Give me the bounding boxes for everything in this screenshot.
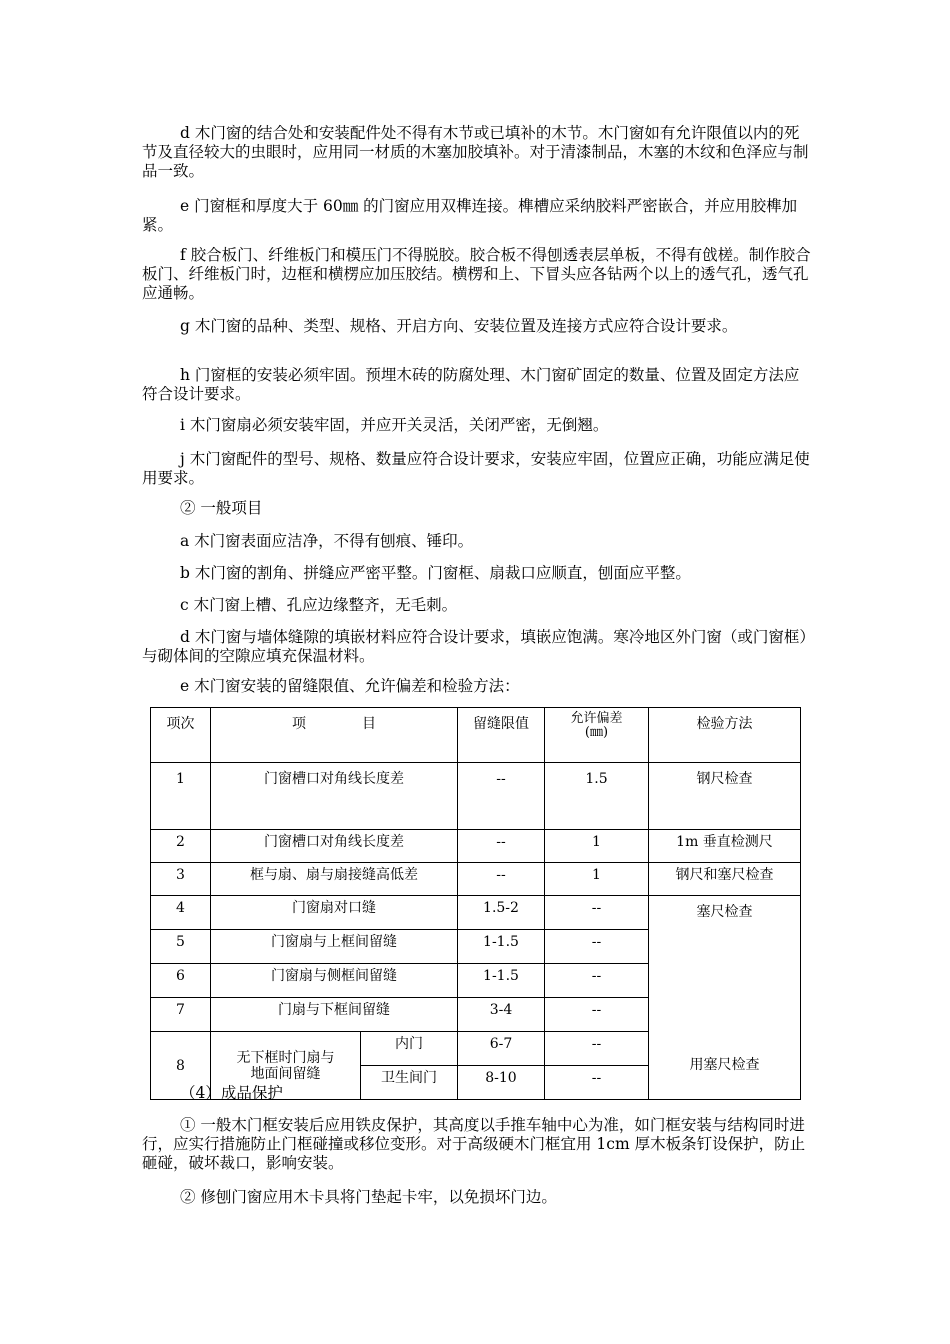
cell-no: 4 — [151, 896, 211, 930]
cell-gap: 8-10 — [458, 1066, 545, 1100]
cell-gap: 1-1.5 — [458, 964, 545, 998]
section-general-items: ② 一般项目 — [180, 499, 263, 517]
cell-deviation: -- — [545, 1066, 649, 1100]
section-finished-product-protection: （4）成品保护 — [180, 1084, 283, 1102]
table-row — [151, 763, 801, 830]
paragraph-protection-2: ② 修刨门窗应用木卡具将门垫起卡牢，以免损坏门边。 — [180, 1188, 557, 1206]
paragraph-a: a 木门窗表面应洁净，不得有刨痕、锤印。 — [180, 532, 474, 550]
cell-deviation: -- — [545, 930, 649, 964]
cell-method-feeler: 塞尺检查 — [649, 896, 801, 1032]
paragraph-j: j 木门窗配件的型号、规格、数量应符合设计要求，安装应牢固，位置应正确，功能应满足使用要求。 — [142, 450, 810, 487]
cell-item: 门窗扇与侧框间留缝 — [211, 964, 458, 998]
cell-no: 1 — [151, 763, 211, 830]
cell-item: 门扇与下框间留缝 — [211, 998, 458, 1032]
cell-gap: 3-4 — [458, 998, 545, 1032]
cell-method-floor: 用塞尺检查 — [649, 1032, 801, 1100]
cell-gap: -- — [458, 763, 545, 830]
table-row — [151, 863, 801, 896]
paragraph-d2: d 木门窗与墙体缝隙的填嵌材料应符合设计要求，填嵌应饱满。寒冷地区外门窗（或门窗框）与砌体间的空隙应填充保温材料。 — [142, 628, 808, 665]
cell-gap: -- — [458, 830, 545, 863]
cell-deviation: -- — [545, 998, 649, 1032]
table-header-row — [151, 708, 801, 763]
cell-item: 门窗槽口对角线长度差 — [211, 763, 458, 830]
cell-deviation: 1.5 — [545, 763, 649, 830]
cell-method: 钢尺检查 — [649, 763, 801, 830]
header-item: 项 目 — [211, 708, 458, 763]
header-deviation-line1: 允许偏差 — [570, 711, 623, 726]
cell-item: 门窗扇对口缝 — [211, 896, 458, 930]
paragraph-protection-1: ① 一般木门框安装后应用铁皮保护，其高度以手推车轴中心为准，如门框安装与结构同时进行，应实行措施防止门框碰撞或移位变形。对于高级硬木门框宜用 1cm 厚木板条钉设保护，防止砸碰，破坏裁口，影响安装。 — [142, 1116, 806, 1172]
table-row — [151, 830, 801, 863]
cell-no: 6 — [151, 964, 211, 998]
header-deviation — [545, 708, 649, 763]
paragraph-b: b 木门窗的割角、拼缝应严密平整。门窗框、扇裁口应顺直，刨面应平整。 — [180, 564, 691, 582]
cell-no: 5 — [151, 930, 211, 964]
header-gap: 留缝限值 — [458, 708, 545, 763]
cell-gap: 1-1.5 — [458, 930, 545, 964]
cell-deviation: -- — [545, 1032, 649, 1066]
header-method: 检验方法 — [649, 708, 801, 763]
tolerance-table — [150, 707, 801, 1100]
paragraph-h: h 门窗框的安装必须牢固。预埋木砖的防腐处理、木门窗矿固定的数量、位置及固定方法应符合设计要求。 — [142, 366, 800, 403]
cell-no: 2 — [151, 830, 211, 863]
header-no: 项次 — [151, 708, 211, 763]
paragraph-c: c 木门窗上槽、孔应边缘整齐，无毛刺。 — [180, 596, 458, 614]
paragraph-d: d 木门窗的结合处和安装配件处不得有木节或已填补的木节。木门窗如有允许限值以内的死节及直径较大的虫眼时，应用同一材质的木塞加胶填补。对于清漆制品，木塞的木纹和色泽应与制品一致。 — [142, 124, 809, 180]
cell-method: 钢尺和塞尺检查 — [649, 863, 801, 896]
cell-no: 8 — [151, 1032, 211, 1100]
paragraph-f: f 胶合板门、纤维板门和模压门不得脱胶。胶合板不得刨透表层单板，不得有戗槎。制作胶合板门、纤维板门时，边框和横楞应加压胶结。横楞和上、下冒头应各钻两个以上的透气孔，透气孔应通畅。 — [142, 246, 811, 302]
header-deviation-unit: (㎜) — [584, 725, 609, 740]
cell-item: 框与扇、扇与扇接缝高低差 — [211, 863, 458, 896]
cell-gap: -- — [458, 863, 545, 896]
paragraph-i: i 木门窗扇必须安装牢固，并应开关灵活，关闭严密，无倒翘。 — [180, 416, 609, 434]
cell-item: 门窗扇与上框间留缝 — [211, 930, 458, 964]
table-row — [151, 1032, 801, 1066]
cell-no: 7 — [151, 998, 211, 1032]
cell-deviation: 1 — [545, 830, 649, 863]
cell-no: 3 — [151, 863, 211, 896]
cell-gap: 6-7 — [458, 1032, 545, 1066]
cell-item-line2: 地面间留缝 — [250, 1065, 321, 1082]
paragraph-e: e 门窗框和厚度大于 60㎜ 的门窗应用双榫连接。榫槽应采纳胶料严密嵌合，并应用胶榫加紧。 — [142, 197, 798, 234]
cell-deviation: -- — [545, 896, 649, 930]
table-row — [151, 896, 801, 930]
cell-subitem-inner-door: 内门 — [361, 1032, 458, 1066]
cell-subitem-bathroom-door: 卫生间门 — [361, 1066, 458, 1100]
cell-deviation: -- — [545, 964, 649, 998]
cell-deviation: 1 — [545, 863, 649, 896]
cell-gap: 1.5-2 — [458, 896, 545, 930]
paragraph-g: g 木门窗的品种、类型、规格、开启方向、安装位置及连接方式应符合设计要求。 — [180, 317, 738, 335]
cell-method: 1m 垂直检测尺 — [649, 830, 801, 863]
paragraph-e2: e 木门窗安装的留缝限值、允许偏差和检验方法： — [180, 677, 520, 695]
cell-item: 门窗槽口对角线长度差 — [211, 830, 458, 863]
cell-item-line1: 无下框时门扇与 — [236, 1049, 335, 1066]
